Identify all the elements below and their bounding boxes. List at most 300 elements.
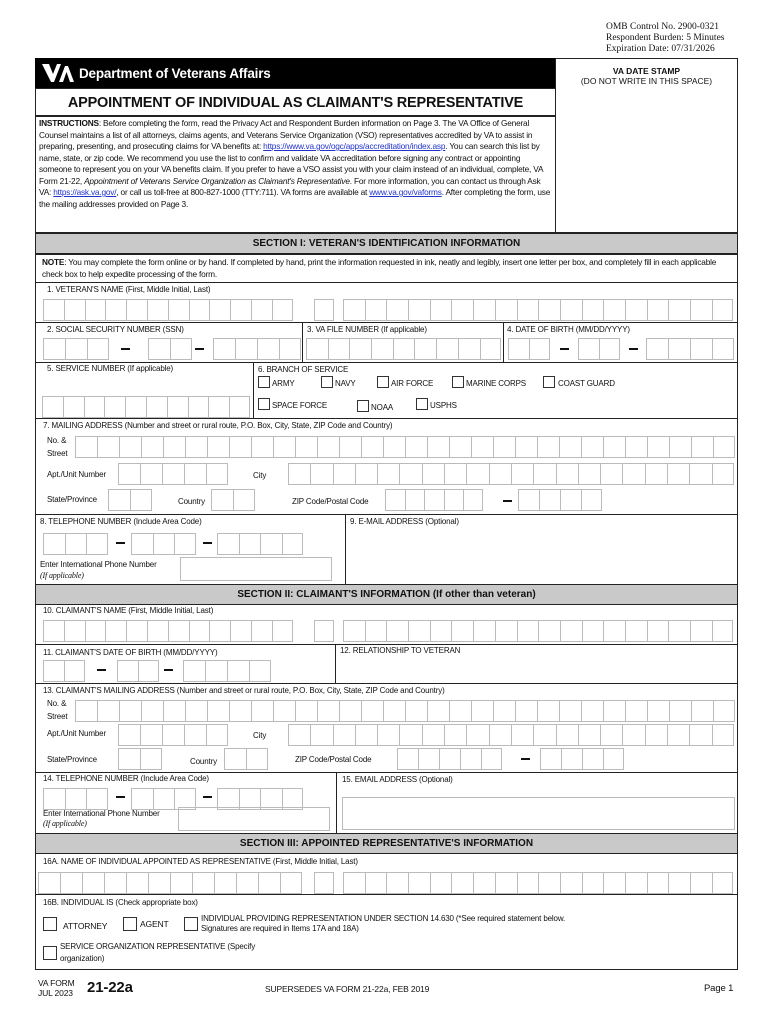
- claimant-state-input[interactable]: [118, 748, 162, 770]
- character-box[interactable]: [65, 533, 87, 555]
- rep-middle-initial-input[interactable]: [314, 872, 334, 894]
- character-box[interactable]: [208, 396, 229, 418]
- character-box[interactable]: [600, 724, 622, 746]
- city-input[interactable]: [288, 463, 734, 485]
- character-box[interactable]: [170, 872, 192, 894]
- character-box[interactable]: [97, 700, 119, 722]
- character-box[interactable]: [408, 620, 430, 642]
- character-box[interactable]: [582, 872, 604, 894]
- character-box[interactable]: [647, 299, 669, 321]
- character-box[interactable]: [64, 299, 85, 321]
- character-box[interactable]: [314, 872, 334, 894]
- character-box[interactable]: [355, 724, 377, 746]
- character-box[interactable]: [377, 463, 399, 485]
- character-box[interactable]: [712, 463, 734, 485]
- character-box[interactable]: [430, 872, 452, 894]
- character-box[interactable]: [603, 620, 625, 642]
- claimant-first-name-input[interactable]: [43, 620, 293, 642]
- character-box[interactable]: [518, 489, 539, 511]
- character-box[interactable]: [560, 299, 582, 321]
- character-box[interactable]: [439, 748, 460, 770]
- agent-checkbox[interactable]: [123, 917, 137, 931]
- character-box[interactable]: [690, 338, 712, 360]
- character-box[interactable]: [712, 299, 734, 321]
- character-box[interactable]: [131, 533, 153, 555]
- character-box[interactable]: [451, 299, 473, 321]
- email-input[interactable]: [352, 531, 735, 581]
- character-box[interactable]: [365, 872, 387, 894]
- character-box[interactable]: [147, 620, 168, 642]
- dob-month-input[interactable]: [508, 338, 550, 360]
- character-box[interactable]: [377, 724, 399, 746]
- character-box[interactable]: [713, 436, 735, 458]
- character-box[interactable]: [282, 533, 304, 555]
- character-box[interactable]: [713, 700, 735, 722]
- character-box[interactable]: [163, 436, 185, 458]
- character-box[interactable]: [599, 338, 620, 360]
- character-box[interactable]: [272, 620, 293, 642]
- character-box[interactable]: [668, 338, 690, 360]
- character-box[interactable]: [647, 872, 669, 894]
- character-box[interactable]: [310, 724, 332, 746]
- character-box[interactable]: [515, 700, 537, 722]
- character-box[interactable]: [386, 299, 408, 321]
- character-box[interactable]: [405, 436, 427, 458]
- character-box[interactable]: [229, 436, 251, 458]
- character-box[interactable]: [436, 338, 458, 360]
- claimant-phone-area-input[interactable]: [43, 788, 108, 810]
- character-box[interactable]: [185, 700, 207, 722]
- character-box[interactable]: [538, 299, 560, 321]
- zip-ext-input[interactable]: [518, 489, 602, 511]
- attorney-checkbox[interactable]: [43, 917, 57, 931]
- character-box[interactable]: [581, 489, 602, 511]
- character-box[interactable]: [646, 338, 668, 360]
- character-box[interactable]: [239, 533, 261, 555]
- character-box[interactable]: [97, 436, 119, 458]
- character-box[interactable]: [471, 436, 493, 458]
- character-box[interactable]: [189, 299, 210, 321]
- vso-representative-checkbox[interactable]: [43, 946, 57, 960]
- character-box[interactable]: [333, 463, 355, 485]
- character-box[interactable]: [38, 872, 60, 894]
- character-box[interactable]: [126, 299, 147, 321]
- character-box[interactable]: [64, 660, 85, 682]
- character-box[interactable]: [126, 872, 148, 894]
- character-box[interactable]: [273, 436, 295, 458]
- noaa-checkbox[interactable]: [357, 400, 369, 412]
- character-box[interactable]: [668, 872, 690, 894]
- character-box[interactable]: [168, 299, 189, 321]
- character-box[interactable]: [140, 463, 162, 485]
- character-box[interactable]: [288, 463, 310, 485]
- character-box[interactable]: [235, 338, 257, 360]
- character-box[interactable]: [87, 338, 109, 360]
- character-box[interactable]: [75, 436, 97, 458]
- character-box[interactable]: [163, 700, 185, 722]
- claimant-zip-ext-input[interactable]: [540, 748, 624, 770]
- character-box[interactable]: [138, 660, 159, 682]
- character-box[interactable]: [386, 620, 408, 642]
- character-box[interactable]: [712, 872, 734, 894]
- character-box[interactable]: [192, 872, 214, 894]
- character-box[interactable]: [625, 299, 647, 321]
- character-box[interactable]: [63, 396, 84, 418]
- character-box[interactable]: [603, 700, 625, 722]
- character-box[interactable]: [183, 660, 205, 682]
- character-box[interactable]: [414, 338, 436, 360]
- character-box[interactable]: [647, 620, 669, 642]
- accreditation-link[interactable]: https://www.va.gov/ogc/apps/accreditation/index.asp: [263, 141, 446, 151]
- character-box[interactable]: [408, 872, 430, 894]
- claimant-middle-initial-input[interactable]: [314, 620, 334, 642]
- character-box[interactable]: [397, 748, 418, 770]
- character-box[interactable]: [511, 463, 533, 485]
- character-box[interactable]: [214, 872, 236, 894]
- veteran-middle-initial-input[interactable]: [314, 299, 334, 321]
- character-box[interactable]: [236, 872, 258, 894]
- veteran-first-name-input[interactable]: [43, 299, 293, 321]
- character-box[interactable]: [189, 620, 210, 642]
- character-box[interactable]: [86, 788, 108, 810]
- character-box[interactable]: [184, 463, 206, 485]
- character-box[interactable]: [206, 724, 228, 746]
- character-box[interactable]: [224, 748, 246, 770]
- ssn-part3-input[interactable]: [213, 338, 301, 360]
- character-box[interactable]: [625, 700, 647, 722]
- character-box[interactable]: [578, 724, 600, 746]
- intl-phone-input[interactable]: [180, 557, 332, 581]
- section-14-630-checkbox[interactable]: [184, 917, 198, 931]
- character-box[interactable]: [361, 436, 383, 458]
- character-box[interactable]: [306, 338, 328, 360]
- character-box[interactable]: [141, 700, 163, 722]
- character-box[interactable]: [280, 872, 302, 894]
- va-file-number-input[interactable]: [306, 338, 501, 360]
- character-box[interactable]: [229, 700, 251, 722]
- character-box[interactable]: [288, 724, 310, 746]
- character-box[interactable]: [153, 788, 175, 810]
- character-box[interactable]: [405, 489, 425, 511]
- character-box[interactable]: [493, 700, 515, 722]
- character-box[interactable]: [147, 299, 168, 321]
- character-box[interactable]: [495, 620, 517, 642]
- character-box[interactable]: [622, 724, 644, 746]
- character-box[interactable]: [508, 338, 529, 360]
- character-box[interactable]: [209, 299, 230, 321]
- character-box[interactable]: [667, 724, 689, 746]
- character-box[interactable]: [556, 724, 578, 746]
- character-box[interactable]: [495, 299, 517, 321]
- character-box[interactable]: [148, 338, 170, 360]
- character-box[interactable]: [582, 620, 604, 642]
- character-box[interactable]: [188, 396, 209, 418]
- character-box[interactable]: [153, 533, 175, 555]
- claimant-country-input[interactable]: [224, 748, 268, 770]
- claimant-apt-input[interactable]: [118, 724, 228, 746]
- character-box[interactable]: [43, 620, 64, 642]
- character-box[interactable]: [515, 436, 537, 458]
- character-box[interactable]: [444, 463, 466, 485]
- character-box[interactable]: [162, 463, 184, 485]
- character-box[interactable]: [386, 872, 408, 894]
- character-box[interactable]: [533, 724, 555, 746]
- character-box[interactable]: [140, 724, 162, 746]
- character-box[interactable]: [582, 748, 603, 770]
- character-box[interactable]: [444, 724, 466, 746]
- character-box[interactable]: [427, 436, 449, 458]
- character-box[interactable]: [185, 436, 207, 458]
- character-box[interactable]: [108, 489, 130, 511]
- character-box[interactable]: [246, 748, 268, 770]
- character-box[interactable]: [603, 748, 624, 770]
- character-box[interactable]: [295, 436, 317, 458]
- country-input[interactable]: [211, 489, 255, 511]
- character-box[interactable]: [712, 338, 734, 360]
- character-box[interactable]: [233, 489, 255, 511]
- character-box[interactable]: [343, 299, 365, 321]
- character-box[interactable]: [310, 463, 332, 485]
- character-box[interactable]: [170, 338, 192, 360]
- character-box[interactable]: [75, 700, 97, 722]
- character-box[interactable]: [85, 299, 106, 321]
- character-box[interactable]: [314, 299, 334, 321]
- character-box[interactable]: [451, 872, 473, 894]
- claimant-dob-day-input[interactable]: [117, 660, 159, 682]
- character-box[interactable]: [104, 872, 126, 894]
- character-box[interactable]: [65, 788, 87, 810]
- character-box[interactable]: [104, 396, 125, 418]
- character-box[interactable]: [533, 463, 555, 485]
- character-box[interactable]: [105, 620, 126, 642]
- character-box[interactable]: [105, 299, 126, 321]
- character-box[interactable]: [669, 436, 691, 458]
- character-box[interactable]: [251, 700, 273, 722]
- character-box[interactable]: [581, 700, 603, 722]
- character-box[interactable]: [317, 700, 339, 722]
- character-box[interactable]: [206, 463, 228, 485]
- character-box[interactable]: [560, 489, 581, 511]
- marine-corps-checkbox[interactable]: [452, 376, 464, 388]
- character-box[interactable]: [140, 748, 162, 770]
- character-box[interactable]: [449, 700, 471, 722]
- state-input[interactable]: [108, 489, 152, 511]
- character-box[interactable]: [538, 872, 560, 894]
- character-box[interactable]: [84, 396, 105, 418]
- character-box[interactable]: [343, 872, 365, 894]
- character-box[interactable]: [408, 299, 430, 321]
- character-box[interactable]: [560, 620, 582, 642]
- character-box[interactable]: [451, 620, 473, 642]
- character-box[interactable]: [603, 299, 625, 321]
- character-box[interactable]: [537, 700, 559, 722]
- character-box[interactable]: [125, 396, 146, 418]
- character-box[interactable]: [645, 463, 667, 485]
- character-box[interactable]: [560, 872, 582, 894]
- rep-first-name-input[interactable]: [38, 872, 302, 894]
- character-box[interactable]: [625, 872, 647, 894]
- character-box[interactable]: [257, 338, 279, 360]
- character-box[interactable]: [393, 338, 415, 360]
- phone-line-input[interactable]: [217, 533, 303, 555]
- character-box[interactable]: [119, 700, 141, 722]
- character-box[interactable]: [424, 489, 444, 511]
- character-box[interactable]: [691, 436, 713, 458]
- character-box[interactable]: [162, 724, 184, 746]
- character-box[interactable]: [328, 338, 350, 360]
- character-box[interactable]: [317, 436, 339, 458]
- character-box[interactable]: [603, 872, 625, 894]
- character-box[interactable]: [118, 724, 140, 746]
- claimant-intl-phone-input[interactable]: [178, 807, 330, 831]
- character-box[interactable]: [119, 436, 141, 458]
- character-box[interactable]: [118, 463, 140, 485]
- ssn-part2-input[interactable]: [148, 338, 192, 360]
- character-box[interactable]: [207, 700, 229, 722]
- character-box[interactable]: [466, 724, 488, 746]
- character-box[interactable]: [493, 436, 515, 458]
- character-box[interactable]: [537, 436, 559, 458]
- character-box[interactable]: [667, 463, 689, 485]
- character-box[interactable]: [365, 299, 387, 321]
- character-box[interactable]: [495, 872, 517, 894]
- character-box[interactable]: [645, 724, 667, 746]
- character-box[interactable]: [668, 620, 690, 642]
- character-box[interactable]: [43, 338, 65, 360]
- character-box[interactable]: [211, 489, 233, 511]
- character-box[interactable]: [691, 700, 713, 722]
- character-box[interactable]: [65, 338, 87, 360]
- space-force-checkbox[interactable]: [258, 398, 270, 410]
- character-box[interactable]: [339, 436, 361, 458]
- character-box[interactable]: [539, 489, 560, 511]
- character-box[interactable]: [647, 700, 669, 722]
- character-box[interactable]: [131, 788, 153, 810]
- character-box[interactable]: [529, 338, 550, 360]
- character-box[interactable]: [690, 872, 712, 894]
- character-box[interactable]: [383, 436, 405, 458]
- character-box[interactable]: [64, 620, 85, 642]
- character-box[interactable]: [556, 463, 578, 485]
- character-box[interactable]: [444, 489, 464, 511]
- va-forms-link[interactable]: www.va.gov/vaforms: [369, 187, 442, 197]
- character-box[interactable]: [422, 724, 444, 746]
- character-box[interactable]: [339, 700, 361, 722]
- character-box[interactable]: [86, 533, 108, 555]
- character-box[interactable]: [146, 396, 167, 418]
- claimant-dob-month-input[interactable]: [43, 660, 85, 682]
- character-box[interactable]: [365, 620, 387, 642]
- character-box[interactable]: [184, 724, 206, 746]
- character-box[interactable]: [489, 724, 511, 746]
- character-box[interactable]: [251, 620, 272, 642]
- character-box[interactable]: [712, 620, 734, 642]
- ask-va-link[interactable]: https://ask.va.gov/: [53, 187, 117, 197]
- character-box[interactable]: [251, 299, 272, 321]
- character-box[interactable]: [217, 533, 239, 555]
- phone-area-input[interactable]: [43, 533, 108, 555]
- character-box[interactable]: [668, 299, 690, 321]
- character-box[interactable]: [517, 299, 539, 321]
- character-box[interactable]: [689, 463, 711, 485]
- navy-checkbox[interactable]: [321, 376, 333, 388]
- character-box[interactable]: [209, 620, 230, 642]
- character-box[interactable]: [383, 700, 405, 722]
- character-box[interactable]: [85, 620, 106, 642]
- character-box[interactable]: [603, 436, 625, 458]
- character-box[interactable]: [213, 338, 235, 360]
- character-box[interactable]: [42, 396, 63, 418]
- character-box[interactable]: [578, 463, 600, 485]
- apt-input[interactable]: [118, 463, 228, 485]
- character-box[interactable]: [258, 872, 280, 894]
- character-box[interactable]: [517, 872, 539, 894]
- veteran-last-name-input[interactable]: [343, 299, 733, 321]
- character-box[interactable]: [625, 620, 647, 642]
- character-box[interactable]: [430, 620, 452, 642]
- character-box[interactable]: [251, 436, 273, 458]
- character-box[interactable]: [260, 533, 282, 555]
- character-box[interactable]: [314, 620, 334, 642]
- character-box[interactable]: [647, 436, 669, 458]
- claimant-street-input[interactable]: [75, 700, 735, 722]
- character-box[interactable]: [174, 533, 196, 555]
- character-box[interactable]: [399, 724, 421, 746]
- ssn-part1-input[interactable]: [43, 338, 109, 360]
- character-box[interactable]: [540, 748, 561, 770]
- character-box[interactable]: [669, 700, 691, 722]
- character-box[interactable]: [578, 338, 599, 360]
- character-box[interactable]: [458, 338, 480, 360]
- claimant-email-input[interactable]: [342, 797, 735, 830]
- character-box[interactable]: [229, 396, 250, 418]
- character-box[interactable]: [385, 489, 405, 511]
- claimant-zip-input[interactable]: [397, 748, 502, 770]
- character-box[interactable]: [430, 299, 452, 321]
- zip-input[interactable]: [385, 489, 483, 511]
- character-box[interactable]: [473, 620, 495, 642]
- character-box[interactable]: [473, 299, 495, 321]
- character-box[interactable]: [272, 299, 293, 321]
- character-box[interactable]: [371, 338, 393, 360]
- character-box[interactable]: [405, 700, 427, 722]
- coast-guard-checkbox[interactable]: [543, 376, 555, 388]
- character-box[interactable]: [581, 436, 603, 458]
- claimant-dob-year-input[interactable]: [183, 660, 271, 682]
- character-box[interactable]: [463, 489, 483, 511]
- character-box[interactable]: [43, 299, 64, 321]
- character-box[interactable]: [473, 872, 495, 894]
- character-box[interactable]: [43, 660, 64, 682]
- character-box[interactable]: [449, 436, 471, 458]
- character-box[interactable]: [361, 700, 383, 722]
- character-box[interactable]: [279, 338, 301, 360]
- character-box[interactable]: [689, 724, 711, 746]
- character-box[interactable]: [273, 700, 295, 722]
- character-box[interactable]: [471, 700, 493, 722]
- air-force-checkbox[interactable]: [377, 376, 389, 388]
- character-box[interactable]: [460, 748, 481, 770]
- character-box[interactable]: [690, 299, 712, 321]
- character-box[interactable]: [60, 872, 82, 894]
- character-box[interactable]: [559, 436, 581, 458]
- character-box[interactable]: [511, 724, 533, 746]
- character-box[interactable]: [205, 660, 227, 682]
- character-box[interactable]: [118, 748, 140, 770]
- army-checkbox[interactable]: [258, 376, 270, 388]
- character-box[interactable]: [561, 748, 582, 770]
- dob-year-input[interactable]: [646, 338, 734, 360]
